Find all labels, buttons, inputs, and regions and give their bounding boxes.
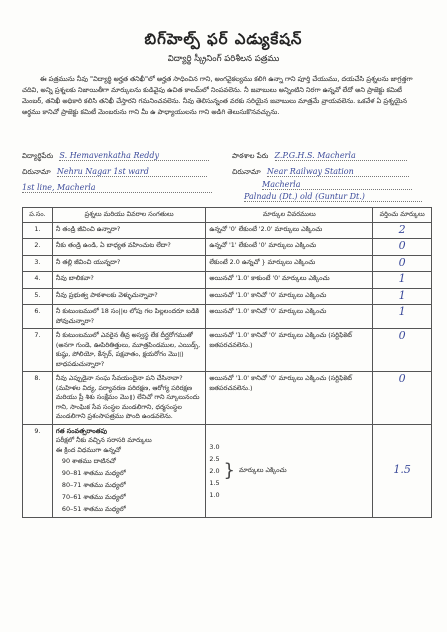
row-points: లేకుంటే 2.0 ఉన్నచో } మార్కులు ఎక్కించు bbox=[206, 255, 373, 272]
school-address-line3: Palnadu (Dt.) old (Guntur Dt.) bbox=[244, 192, 422, 202]
table-row-grades bbox=[23, 424, 432, 518]
student-address-field-2 bbox=[22, 183, 212, 193]
row-number: 2. bbox=[23, 239, 53, 256]
row-mark: 2 bbox=[398, 222, 406, 236]
school-name-value: Z.P.G.H.S. Macherla bbox=[275, 151, 407, 161]
row-mark: 1 bbox=[398, 305, 406, 318]
student-address-line1: Nehru Nagar 1st ward bbox=[57, 167, 207, 177]
row-mark: 0 bbox=[398, 372, 406, 385]
row-question: నీ తల్లి జీవించి యున్నదా? bbox=[52, 255, 206, 272]
school-address-field-2 bbox=[262, 180, 412, 190]
scale-value: 1.0 bbox=[209, 490, 220, 499]
row-points: అయినచో '1.0' కానిచో '0' మార్కులు ఎక్కించు bbox=[206, 288, 373, 305]
row-question: నీ కుటుంబములో ఎవరైన తీవ్ర అస్వస్థ లేక దీర్ఘరోగముతో (అనగా గుండె, ఊపిరితిత్తులు, మూత్రపిండముల, ఎయిడ్స్, కుష్ఠు, పోలియో, కేన్సర్, పక్షవాతం, క్షయరోగం మొ॥) బాధపడుచున్నారా? bbox=[52, 329, 206, 372]
grade-scale bbox=[209, 441, 219, 501]
grade-item: 90 శాతము దాటినచో bbox=[61, 457, 116, 465]
grade-item: 90–81 శాతము మధ్యలో bbox=[61, 469, 126, 477]
row-question: నీ తండ్రి జీవించి ఉన్నారా? bbox=[52, 222, 206, 239]
school-address-field bbox=[232, 167, 409, 178]
table-header-row bbox=[23, 208, 432, 223]
row-mark: 0 bbox=[398, 329, 406, 342]
school-address-line1: Near Railway Station bbox=[267, 167, 409, 177]
scale-value: 1.5 bbox=[209, 478, 220, 487]
student-address-label: చిరునామా bbox=[22, 168, 51, 176]
header-marks: వర్తించు మార్కులు bbox=[373, 208, 432, 223]
row-number: 8. bbox=[23, 372, 53, 425]
student-name-field bbox=[22, 151, 209, 162]
form-subtitle: విద్యార్థి స్క్రీనింగ్ పరిశీలన పత్రము bbox=[167, 54, 280, 64]
table-row bbox=[23, 288, 432, 305]
form-title: బిగ్‌హెల్ప్ ఫర్ ఎడ్యుకేషన్ bbox=[144, 30, 303, 48]
school-name-label: పాఠశాల పేరు bbox=[232, 152, 269, 160]
student-address-field bbox=[22, 167, 207, 178]
row-number: 4. bbox=[23, 272, 53, 289]
row-mark: 1 bbox=[398, 288, 406, 302]
table-row bbox=[23, 222, 432, 239]
row-points: అయినచో '1.0' కానిచో '0' మార్కులు ఎక్కించు (సర్టిఫికెట్ జతపరచవలెను.) bbox=[206, 372, 373, 425]
table-row bbox=[23, 305, 432, 329]
table-row bbox=[23, 372, 432, 425]
school-address-line2: Macherla bbox=[262, 180, 412, 190]
row-points: అయినచో '1.0' కానిచో '0' మార్కులు ఎక్కించు (సర్టిఫికెట్ జతపరచవలెను.) bbox=[206, 329, 373, 372]
school-address-label: చిరునామా bbox=[232, 168, 261, 176]
row-mark: 0 bbox=[398, 255, 406, 269]
row-mark: 1.5 bbox=[393, 463, 411, 476]
row-points: ఉన్నచో '0' లేకుంటే '2.0' మార్కులు ఎక్కించు bbox=[206, 222, 373, 239]
row-question: నీవు బాలికవా? bbox=[52, 272, 206, 289]
row-number: 7. bbox=[23, 329, 53, 372]
row-number: 5. bbox=[23, 288, 53, 305]
school-name-field bbox=[232, 151, 407, 162]
scale-value: 2.5 bbox=[209, 454, 220, 463]
scale-value: 3.0 bbox=[209, 442, 220, 451]
header-question: ప్రశ్నలు మరియు వివరాల సంగతులు bbox=[52, 208, 206, 223]
school-address-field-3 bbox=[244, 192, 422, 202]
table-row bbox=[23, 255, 432, 272]
grade-item: 80–71 శాతము మధ్యలో bbox=[61, 481, 126, 489]
row-question: నీకు తండ్రి ఉండి, ఏ బాధ్యత వహించుట లేదా? bbox=[52, 239, 206, 256]
grades-title: గత సంవత్సరాంతపు bbox=[55, 426, 108, 435]
row-number: 3. bbox=[23, 255, 53, 272]
row-number: 1. bbox=[23, 222, 53, 239]
row-question: నీవు ప్రభుత్వ పాఠశాలకు వెళ్ళుచున్నావా? bbox=[52, 288, 206, 305]
header-points: మార్కుల వివరములు bbox=[206, 208, 373, 223]
row-number: 9. bbox=[23, 424, 53, 518]
table-row bbox=[23, 272, 432, 289]
header-serial: ప.సం. bbox=[23, 208, 53, 223]
grade-item: 70–61 శాతము మధ్యలో bbox=[61, 493, 126, 501]
row-question: నీ కుటుంబములో 18 సం||ల లోపు గల పిల్లలందరూ బడికి పోవుచున్నారా? bbox=[52, 305, 206, 329]
row-mark: 1 bbox=[398, 272, 406, 285]
table-row bbox=[23, 239, 432, 256]
grade-item: 60–51 శాతము మధ్యలో bbox=[61, 505, 126, 513]
grades-line3: ఈ క్రింద విధముగా ఉన్నచో bbox=[55, 445, 121, 454]
grades-line2: పరీక్షలో నీకు వచ్చిన సరాసరి మార్కులు bbox=[55, 436, 152, 444]
row-question: నీవు ఎప్పుడైనా సంఘ సేవయందైనా పని చేసినావా? (మహిళల విద్య, పర్యావరణ పరిరక్షణ, ఆరోగ్య పరిరక్షణ మరియు ప్రీ శిశు సంక్షేమం మొ॥) లేనిచో గాని స్కూలునందు గాని, సాంఘిక సేవ సంస్థల మండలిగాని, ధర్మసంస్థల మండలిగాని ప్రశంసాపత్రము పొంది ఉండవలెను. bbox=[52, 372, 206, 425]
row-question-grades bbox=[52, 424, 206, 518]
row-points-grades bbox=[206, 424, 373, 518]
table-row bbox=[23, 329, 432, 372]
intro-paragraph: ఈ పత్రమును నీవు "విద్యార్థి అర్హత తనిఖీ"లో అర్హత సాధించిన గాని, అంగవైకల్యము కలిగి ఉన్నా గాని పూర్తి చేయుము, దయచేసి ప్రశ్నలను జాగ్రత్తగా చదివి, అన్ని ప్రశ్నలకు నిజాయితీగా మార్కులను కుడివైపు ఉచిత కాలమ్‌లో నింపవలెను. నీ జవాబులు అన్నింటిని నిరగా ఉన్నవో లేదో అని ప్రాజెక్టు కమిటీ మెంబర్, తనిఖీ అధికారి కలిసి తనిఖీ చేస్తారని గమనించవలెను. నీవు తెలిసున్నంత వరకు సరియైన జవాబులు మాత్రమే వ్రాయవలెను. ఒకవేళ ఏ ప్రశ్నయైన అర్థము కానిచో ప్రాజెక్టు కమిటీ మెంబరును గాని మీ ఉ పాధ్యాయులను గాని అడిగి తెలుసుకొనవచ్చును. bbox=[22, 75, 413, 116]
student-name-label: విద్యార్థిపేరు bbox=[22, 152, 54, 160]
row-mark: 0 bbox=[398, 239, 406, 252]
student-name-value: S. Hemavenkatha Reddy bbox=[59, 151, 209, 161]
student-address-line2: 1st line, Macherla bbox=[22, 183, 212, 193]
row-points: అయినచో '1.0' కానిచో '0' మార్కులు ఎక్కించు bbox=[206, 305, 373, 329]
scale-value: 2.0 bbox=[209, 466, 220, 475]
row-number: 6. bbox=[23, 305, 53, 329]
row-points: అయినచో '1.0' కాకుంటే '0' మార్కులు ఎక్కించు bbox=[206, 272, 373, 289]
grades-points: మార్కులు ఎక్కించు bbox=[239, 466, 287, 474]
row-points: ఉన్నచో '1' లేకుంటే '0' మార్కులు ఎక్కించు bbox=[206, 239, 373, 256]
screening-table bbox=[22, 207, 432, 518]
brace-icon: } bbox=[223, 460, 235, 481]
